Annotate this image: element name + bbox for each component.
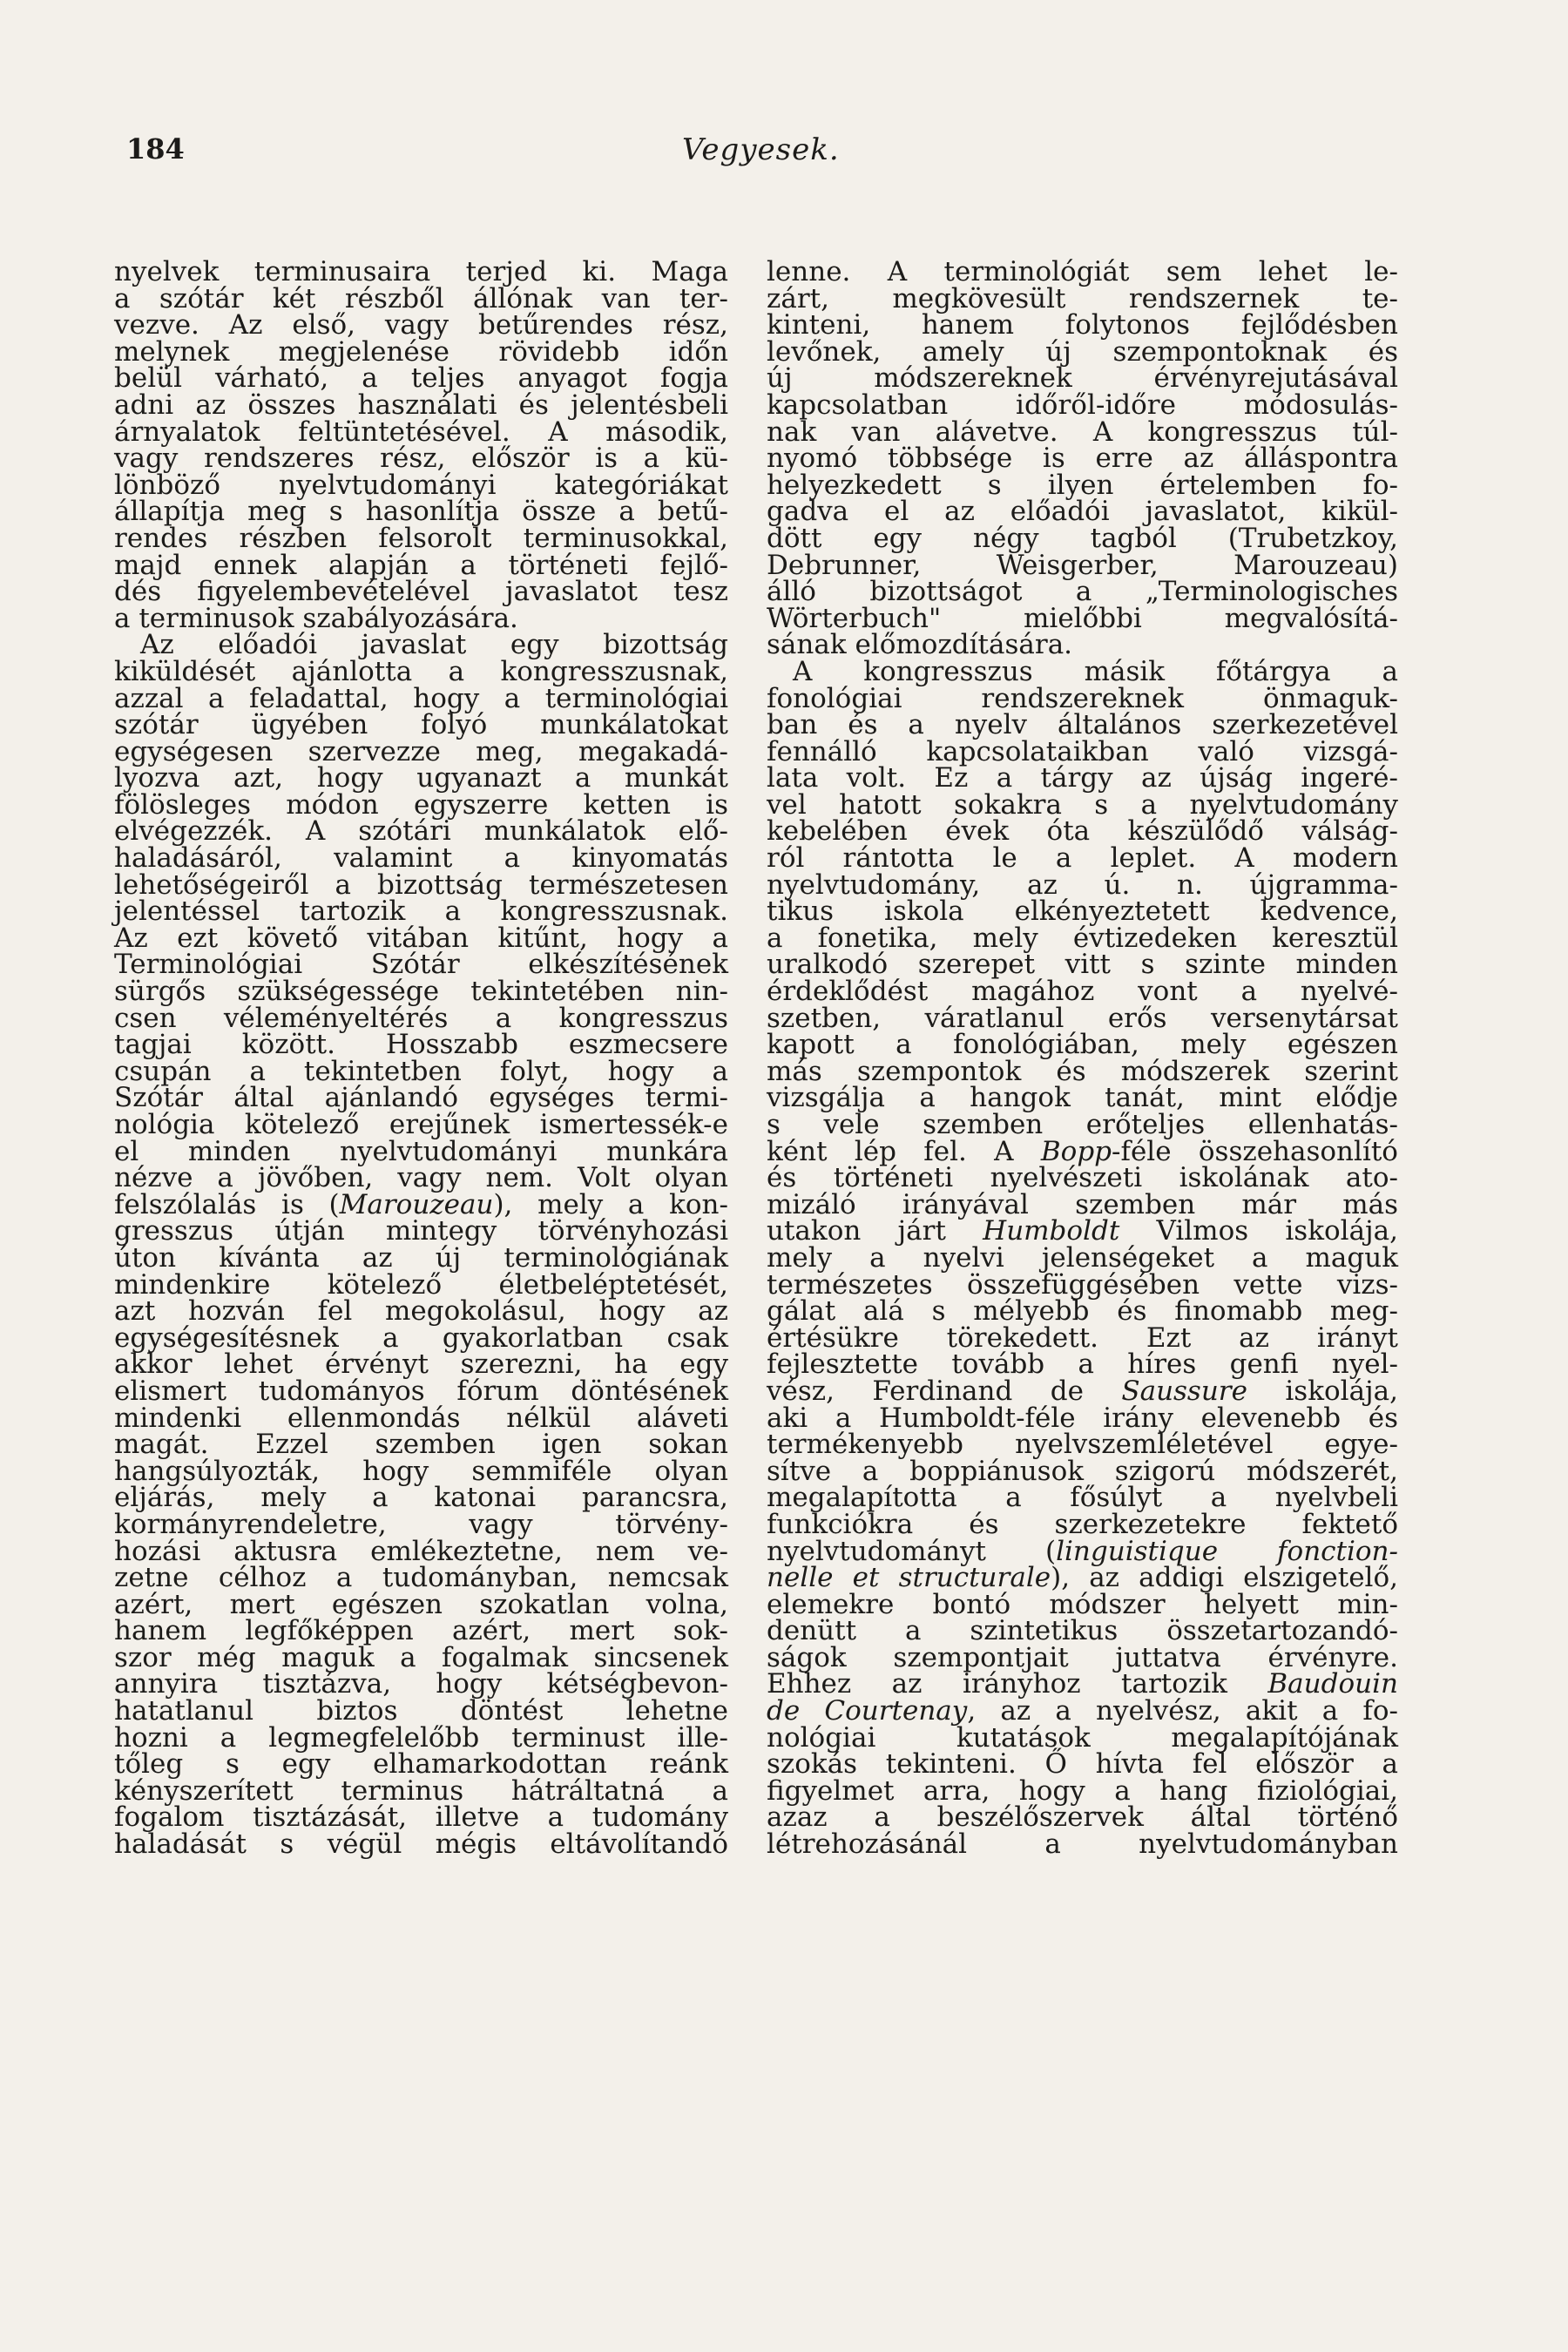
text-line: Az ezt követő vitában kitűnt, hogy a	[114, 922, 728, 954]
text-line: úton kívánta az új terminológiának	[114, 1241, 728, 1274]
text-line: figyelmet arra, hogy a hang fiziológiai,	[767, 1774, 1398, 1807]
text-line: a terminusok szabályozására.	[114, 602, 518, 634]
text-line: vezve. Az első, vagy betűrendes rész,	[114, 309, 728, 341]
text-line: árnyalatok feltüntetésével. A második,	[114, 416, 728, 448]
text-line: annyira tisztázva, hogy kétségbevon-	[114, 1668, 728, 1700]
text-line: Terminológiai Szótár elkészítésének	[114, 949, 728, 981]
text-line: álló bizottságot a „Terminologisches	[767, 576, 1398, 608]
text-line: mely a nyelvi jelenségeket a maguk	[767, 1241, 1398, 1274]
text-line: uralkodó szerepet vitt s szinte minden	[767, 949, 1398, 981]
text-line: vagy rendszeres rész, először is a kü-	[114, 443, 728, 475]
text-line: fonológiai rendszereknek önmaguk-	[767, 682, 1398, 714]
text-line: vész, Ferdinand de Saussure iskolája,	[767, 1375, 1398, 1407]
text-line: kényszerített terminus hátráltatná a	[114, 1774, 728, 1807]
text-line: új módszereknek érvényrejutásával	[767, 362, 1398, 395]
text-line: gresszus útján mintegy törvényhozási	[114, 1215, 728, 1247]
text-line: csen véleményeltérés a kongresszus	[114, 1002, 728, 1034]
text-line: hangsúlyozták, hogy semmiféle olyan	[114, 1455, 728, 1487]
text-line: dött egy négy tagból (Trubetzkoy,	[767, 522, 1398, 554]
text-line: melynek megjelenése rövidebb időn	[114, 335, 728, 368]
text-line: hozni a legmegfelelőbb terminust ille-	[114, 1721, 728, 1754]
text-line: tagjai között. Hosszabb eszmecsere	[114, 1029, 728, 1061]
text-line: lyozva azt, hogy ugyanazt a munkát	[114, 762, 728, 794]
text-line: szokás tekinteni. Ő hívta fel először a	[767, 1748, 1398, 1781]
text-line: A kongresszus másik főtárgya a	[793, 655, 1398, 687]
text-line: megalapította a fősúlyt a nyelvbeli	[767, 1482, 1398, 1514]
text-line: majd ennek alapján a történeti fejlő-	[114, 549, 728, 581]
text-line: nak van alávetve. A kongresszus túl-	[767, 416, 1398, 448]
text-line: levőnek, amely új szempontoknak és	[767, 335, 1398, 368]
text-line: lehetőségeiről a bizottság természetesen	[114, 868, 728, 901]
text-line: tikus iskola elkényeztetett kedvence,	[767, 896, 1398, 928]
text-line: hatatlanul biztos döntést lehetne	[114, 1695, 728, 1727]
text-line: ságok szempontjait juttatva érvényre.	[767, 1641, 1398, 1673]
text-line: jelentéssel tartozik a kongresszusnak.	[114, 896, 728, 928]
text-line: kiküldését ajánlotta a kongresszusnak,	[114, 655, 728, 687]
text-line: funkciókra és szerkezetekre fektető	[767, 1508, 1398, 1540]
text-line: Az előadói javaslat egy bizottság	[140, 629, 728, 661]
text-line: és történeti nyelvészeti iskolának ato-	[767, 1162, 1398, 1194]
text-line: egységesen szervezze meg, megakadá-	[114, 735, 728, 767]
text-line: a fonetika, mely évtizedeken keresztül	[767, 922, 1398, 954]
text-line: elvégezzék. A szótári munkálatok elő-	[114, 815, 728, 848]
text-line: sürgős szükségessége tekintetében nin-	[114, 976, 728, 1008]
text-line: nyelvek terminusaira terjed ki. Maga	[114, 256, 728, 287]
text-line: ról rántotta le a leplet. A modern	[767, 842, 1398, 875]
text-line: mindenki ellenmondás nélkül aláveti	[114, 1402, 728, 1434]
text-line: a szótár két részből állónak van ter-	[114, 282, 728, 314]
text-line: hozási aktusra emlékeztetne, nem ve-	[114, 1535, 728, 1567]
text-line: kebelében évek óta készülődő válság-	[767, 815, 1398, 848]
text-line: csupán a tekintetben folyt, hogy a	[114, 1055, 728, 1087]
text-line: fölösleges módon egyszerre ketten is	[114, 788, 728, 821]
text-line: gálat alá s mélyebb és finomabb meg-	[767, 1295, 1398, 1328]
page-number: 184	[126, 132, 185, 166]
text-line: nézve a jövőben, vagy nem. Volt olyan	[114, 1162, 728, 1194]
text-line: mizáló irányával szemben már más	[767, 1188, 1398, 1220]
text-line: zárt, megkövesült rendszernek te-	[767, 282, 1398, 314]
text-line: aki a Humboldt-féle irány elevenebb és	[767, 1402, 1398, 1434]
text-line: azt hozván fel megokolásul, hogy az	[114, 1295, 728, 1328]
text-line: Ehhez az irányhoz tartozik Baudouin	[767, 1668, 1398, 1700]
text-line: s vele szemben erőteljes ellenhatás-	[767, 1109, 1398, 1140]
text-line: szetben, váratlanul erős versenytársat	[767, 1002, 1398, 1034]
text-line: nyomó többsége is erre az álláspontra	[767, 443, 1398, 475]
text-line: akkor lehet érvényt szerezni, ha egy	[114, 1348, 728, 1381]
text-line: más szempontok és módszerek szerint	[767, 1055, 1398, 1087]
text-line: nyelvtudományt (linguistique fonction-	[767, 1535, 1398, 1567]
text-line: ként lép fel. A Bopp-féle összehasonlító	[767, 1135, 1398, 1167]
text-line: fennálló kapcsolataikban való vizsgá-	[767, 735, 1398, 767]
text-line: mindenkire kötelező életbeléptetését,	[114, 1268, 728, 1301]
text-line: vel hatott sokakra s a nyelvtudomány	[767, 788, 1398, 821]
text-line: termékenyebb nyelvszemléletével egye-	[767, 1429, 1398, 1461]
text-line: nyelvtudomány, az ú. n. újgramma-	[767, 868, 1398, 901]
text-line: kormányrendeletre, vagy törvény-	[114, 1508, 728, 1540]
text-line: el minden nyelvtudományi munkára	[114, 1135, 728, 1167]
text-line: denütt a szintetikus összetartozandó-	[767, 1615, 1398, 1647]
text-line: hanem legfőképpen azért, mert sok-	[114, 1615, 728, 1647]
text-line: adni az összes használati és jelentésbeli	[114, 389, 728, 421]
text-line: kapcsolatban időről-időre módosulás-	[767, 389, 1398, 421]
text-line: sítve a boppiánusok szigorú módszerét,	[767, 1455, 1398, 1487]
text-line: eljárás, mely a katonai parancsra,	[114, 1482, 728, 1514]
text-line: magát. Ezzel szemben igen sokan	[114, 1429, 728, 1461]
text-line: sának előmozdítására.	[767, 629, 1073, 661]
running-title: Vegyesek.	[682, 132, 840, 167]
text-line: azért, mert egészen szokatlan volna,	[114, 1588, 728, 1620]
text-line: elismert tudományos fórum döntésének	[114, 1375, 728, 1407]
right-text-column	[767, 256, 1398, 1861]
text-line: azaz a beszélőszervek által történő	[767, 1801, 1398, 1834]
text-line: haladását s végül mégis eltávolítandó	[114, 1828, 728, 1861]
text-line: lenne. A terminológiát sem lehet le-	[767, 256, 1398, 287]
text-line: egységesítésnek a gyakorlatban csak	[114, 1321, 728, 1354]
text-line: belül várható, a teljes anyagot fogja	[114, 362, 728, 395]
text-line: ban és a nyelv általános szerkezetével	[767, 709, 1398, 741]
text-line: zetne célhoz a tudományban, nemcsak	[114, 1562, 728, 1594]
text-line: tőleg s egy elhamarkodottan reánk	[114, 1748, 728, 1781]
text-line: nelle et structurale), az addigi elszigetelő,	[767, 1562, 1398, 1594]
left-text-column	[114, 256, 728, 1861]
text-line: Debrunner, Weisgerber, Marouzeau)	[767, 549, 1398, 581]
text-line: rendes részben felsorolt terminusokkal,	[114, 522, 728, 554]
text-line: utakon járt Humboldt Vilmos iskolája,	[767, 1215, 1398, 1247]
text-line: vizsgálja a hangok tanát, mint elődje	[767, 1082, 1398, 1114]
text-line: szor még maguk a fogalmak sincsenek	[114, 1641, 728, 1673]
text-line: nológia kötelező erejűnek ismertessék-e	[114, 1109, 728, 1140]
text-line: Wörterbuch" mielőbbi megvalósítá-	[767, 602, 1398, 634]
text-line: de Courtenay, az a nyelvész, akit a fo-	[767, 1695, 1398, 1727]
text-line: szótár ügyében folyó munkálatokat	[114, 709, 728, 741]
text-line: gadva el az előadói javaslatot, kikül-	[767, 496, 1398, 528]
text-line: haladásáról, valamint a kinyomatás	[114, 842, 728, 875]
text-line: kapott a fonológiában, mely egészen	[767, 1029, 1398, 1061]
text-line: nológiai kutatások megalapítójának	[767, 1721, 1398, 1754]
text-line: felszólalás is (Marouzeau), mely a kon-	[114, 1188, 728, 1220]
text-line: lönböző nyelvtudományi kategóriákat	[114, 469, 728, 501]
text-line: azzal a feladattal, hogy a terminológiai	[114, 682, 728, 714]
text-line: lata volt. Ez a tárgy az újság ingeré-	[767, 762, 1398, 794]
text-line: állapítja meg s hasonlítja össze a betű-	[114, 496, 728, 528]
text-line: értésükre törekedett. Ezt az irányt	[767, 1321, 1398, 1354]
text-line: elemekre bontó módszer helyett min-	[767, 1588, 1398, 1620]
text-line: természetes összefüggésében vette vizs-	[767, 1268, 1398, 1301]
text-line: érdeklődést magához vont a nyelvé-	[767, 976, 1398, 1008]
text-line: Szótár által ajánlandó egységes termi-	[114, 1082, 728, 1114]
text-line: létrehozásánál a nyelvtudományban	[767, 1828, 1398, 1861]
text-line: fejlesztette tovább a híres genfi nyel-	[767, 1348, 1398, 1381]
text-line: fogalom tisztázását, illetve a tudomány	[114, 1801, 728, 1834]
text-line: kinteni, hanem folytonos fejlődésben	[767, 309, 1398, 341]
text-line: helyezkedett s ilyen értelemben fo-	[767, 469, 1398, 501]
text-line: dés figyelembevételével javaslatot tesz	[114, 576, 728, 608]
